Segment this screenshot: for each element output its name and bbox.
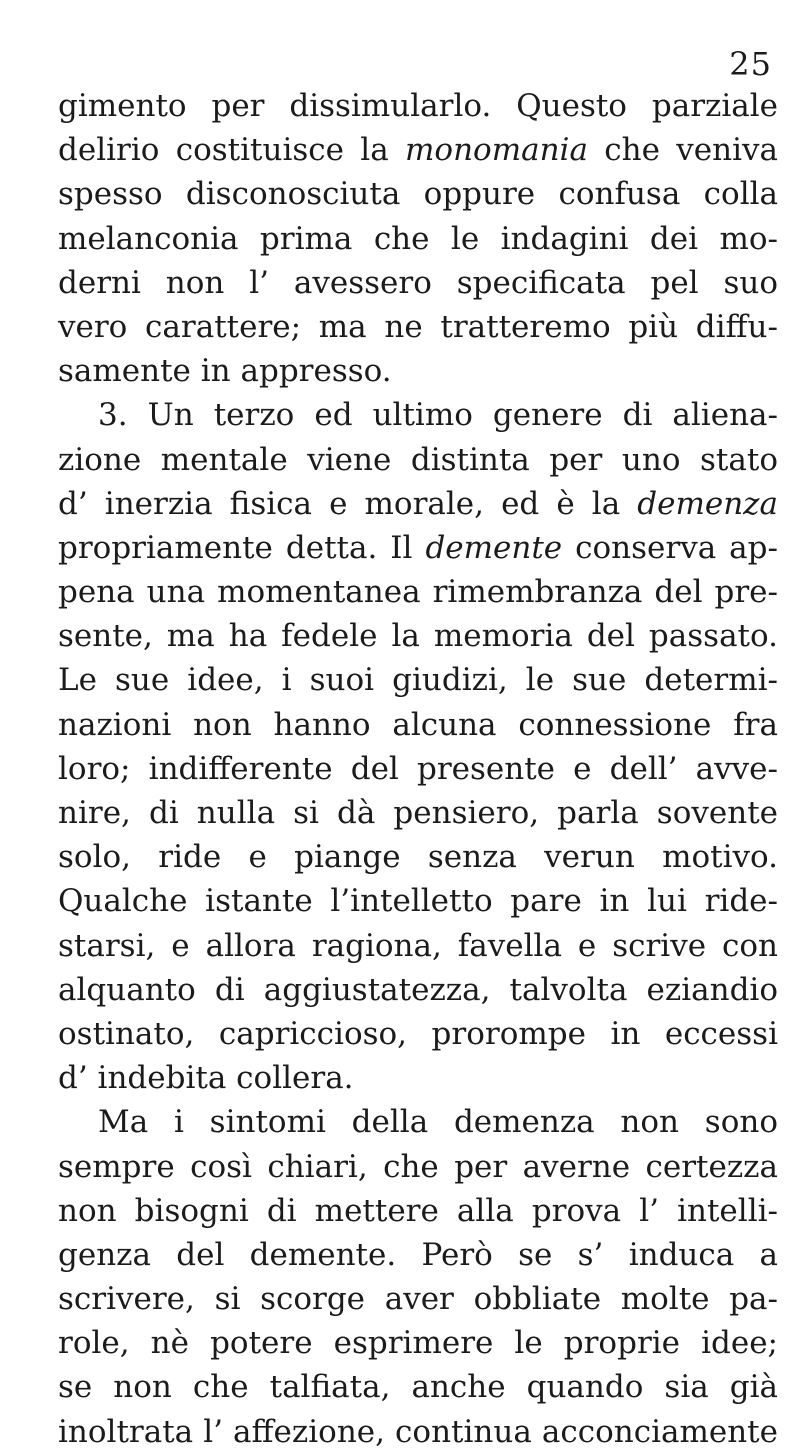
text-line: genza del demente. Però se s’ induca a bbox=[58, 1236, 778, 1273]
text-line bbox=[58, 128, 778, 172]
text-line bbox=[58, 482, 778, 526]
text-line-paragraph-start: 3. Un terzo ed ultimo genere di aliena- bbox=[98, 397, 778, 434]
text-segment: conserva ap- bbox=[562, 529, 778, 566]
body-text bbox=[58, 84, 778, 1454]
text-line: gimento per dissimularlo. Questo parziale bbox=[58, 88, 778, 124]
text-line: loro; indifferente del presente e dell’ avve- bbox=[58, 750, 778, 787]
text-line: Qualche istante l’intelletto pare in lui ride- bbox=[58, 883, 778, 920]
text-line: solo, ride e piange senza verun motivo. bbox=[58, 839, 778, 876]
text-line: se non che talfiata, anche quando sia già bbox=[58, 1369, 778, 1406]
italic-term-monomania: monomania bbox=[405, 132, 588, 169]
text-line-paragraph-start: Ma i sintomi della demenza non sono bbox=[98, 1104, 778, 1141]
text-segment: che veniva bbox=[587, 132, 778, 169]
text-line: spesso disconosciuta oppure confusa colla bbox=[58, 176, 778, 213]
text-line: nazioni non hanno alcuna connessione fra bbox=[58, 706, 778, 743]
text-segment: d’ inerzia fisica e morale, ed è la bbox=[58, 485, 638, 522]
italic-term-demente: demente bbox=[425, 529, 563, 566]
text-line: zione mentale viene distinta per uno stato bbox=[58, 441, 778, 478]
text-line-paragraph-end: d’ indebita collera. bbox=[58, 1060, 354, 1097]
text-line: pena una momentanea rimembranza del pre- bbox=[58, 574, 778, 611]
text-line: vero carattere; ma ne tratteremo più diffu- bbox=[58, 308, 778, 345]
text-line: nire, di nulla si dà pensiero, parla sovente bbox=[58, 795, 778, 831]
text-line-paragraph-end: samente in appresso. bbox=[58, 353, 392, 390]
text-line: starsi, e allora ragiona, favella e scrive con bbox=[58, 927, 778, 964]
text-segment: propriamente detta. Il bbox=[58, 529, 426, 566]
text-line: sente, ma ha fedele la memoria del passato. bbox=[58, 618, 778, 655]
page-number: 25 bbox=[729, 45, 772, 83]
text-line: sempre così chiari, che per averne certezza bbox=[58, 1148, 778, 1185]
italic-term-demenza: demenza bbox=[637, 485, 778, 522]
text-line: role, nè potere esprimere le proprie idee; bbox=[58, 1325, 778, 1362]
text-line: melanconia prima che le indagini dei mo- bbox=[58, 220, 778, 257]
text-line: ostinato, capriccioso, prorompe in eccessi bbox=[58, 1015, 778, 1052]
text-line: derni non l’ avessero specificata pel suo bbox=[58, 264, 778, 301]
text-line: scrivere, si scorge aver obbliate molte pa- bbox=[58, 1281, 778, 1318]
text-line: non bisogni di mettere alla prova l’ intelli- bbox=[58, 1192, 778, 1229]
text-line: alquanto di aggiustatezza, talvolta eziandio bbox=[58, 971, 778, 1008]
text-line: inoltrata l’ affezione, continua acconciamente bbox=[58, 1413, 778, 1450]
text-segment: delirio costituisce la bbox=[58, 132, 406, 169]
text-line: Le sue idee, i suoi giudizi, le sue determi- bbox=[58, 662, 778, 699]
text-line bbox=[58, 526, 778, 570]
